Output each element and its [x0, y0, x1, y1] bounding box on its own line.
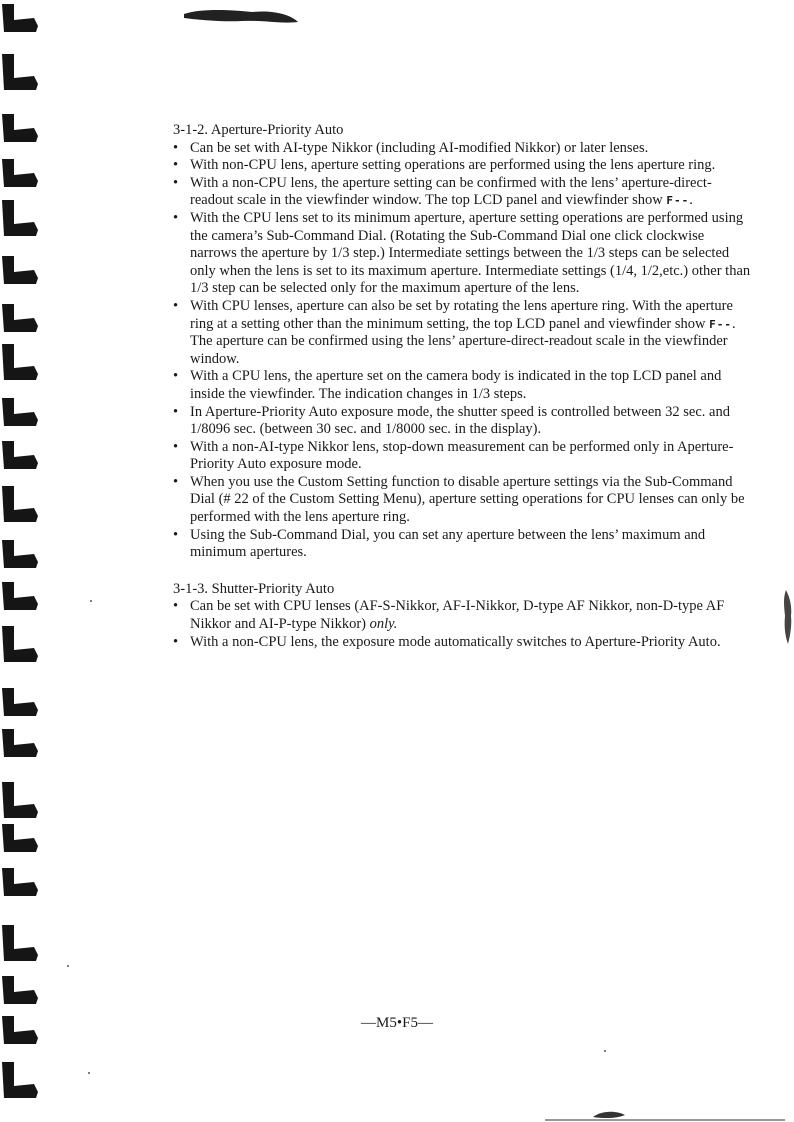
bullet-text: When you use the Custom Setting function to disable aperture settings via the Sub-Command Dial (# 22 of the Custom Setting Menu), aperture setting operations for CPU lenses can only be performed with the lens aperture ring.	[190, 473, 745, 526]
bullet-list	[173, 598, 753, 651]
bullet-text: . The aperture can be confirmed using the lens’ aperture-direct-readout scale in the viewfinder window.	[190, 315, 736, 367]
page-number-label: —M5•F5—	[361, 1015, 433, 1031]
binding-mark	[2, 582, 38, 610]
bullet-text: Can be set with AI-type Nikkor (including AI-modified Nikkor) or later lenses.	[190, 139, 649, 156]
scan-smudge-bottom	[545, 1105, 785, 1122]
bullet-text: With non-CPU lens, aperture setting operations are performed using the lens aperture ring.	[190, 157, 716, 174]
binding-mark	[2, 398, 38, 426]
binding-mark	[2, 4, 38, 32]
binding-mark	[2, 626, 38, 662]
binding-mark	[2, 200, 38, 236]
bullet-item	[173, 474, 753, 527]
lcd-indicator-text: F--	[709, 317, 732, 331]
bullet-item	[173, 140, 753, 158]
binding-mark	[2, 344, 38, 380]
binding-mark	[2, 868, 38, 896]
scan-speck	[88, 1072, 90, 1074]
binding-mark	[2, 486, 38, 522]
page-footer	[0, 1015, 794, 1032]
scan-smudge-top	[182, 6, 300, 26]
scan-speck	[67, 965, 69, 967]
section	[173, 581, 753, 651]
binding-mark	[2, 441, 38, 469]
binding-mark	[2, 304, 38, 332]
bullet-item	[173, 210, 753, 298]
bullet-item	[173, 175, 753, 210]
bullet-item	[173, 157, 753, 175]
binding-mark	[2, 688, 38, 716]
bullet-text: Using the Sub-Command Dial, you can set any aperture between the lens’ maximum and minimum apertures.	[190, 526, 706, 561]
bullet-text: With a non-CPU lens, the exposure mode automatically switches to Aperture-Priority Auto.	[190, 633, 721, 650]
binding-edge-marks	[0, 0, 48, 1122]
scan-speck	[90, 600, 92, 602]
section-title: 3-1-3. Shutter-Priority Auto	[173, 580, 335, 597]
bullet-text: In Aperture-Priority Auto exposure mode, the shutter speed is controlled between 32 sec. and 1/8096 sec. (between 30 sec. and 1/8000 sec. in the display).	[190, 403, 730, 438]
binding-mark	[2, 256, 38, 284]
bullet-text: With a non-AI-type Nikkor lens, stop-down measurement can be performed only in Aperture-Priority Auto exposure mode.	[190, 438, 734, 473]
section-title: 3-1-2. Aperture-Priority Auto	[173, 122, 344, 138]
bullet-text: Can be set with CPU lenses (AF-S-Nikkor, AF-I-Nikkor, D-type AF Nikkor, non-D-type AF Nikkor and AI-P-type Nikkor)	[190, 598, 725, 633]
binding-mark	[2, 1062, 38, 1098]
bullet-item	[173, 598, 753, 633]
binding-mark	[2, 824, 38, 852]
emphasis-text: only.	[369, 616, 398, 633]
bullet-item	[173, 404, 753, 439]
binding-mark	[2, 925, 38, 961]
bullet-text: With the CPU lens set to its minimum aperture, aperture setting operations are performed using the camera’s Sub-Command Dial. (Rotating the Sub-Command Dial one click clockwise narrows the aperture by 1/3 step.) Intermediate settings between the 1/3 steps can be selected only when the lens is set to its maximum aperture. Intermediate settings (1/4, 1/2,etc.) other than 1/3 step can be selected only for the maximum aperture of the lens.	[190, 209, 751, 297]
bullet-list	[173, 140, 753, 562]
binding-mark	[2, 729, 38, 757]
lcd-indicator-text: F--	[666, 194, 690, 208]
bullet-text: With a CPU lens, the aperture set on the camera body is indicated in the top LCD panel and inside the viewfinder. The indication changes in 1/3 steps.	[190, 368, 722, 402]
binding-mark	[2, 782, 38, 818]
bullet-item	[173, 298, 753, 368]
bullet-item	[173, 439, 753, 474]
scan-speck	[604, 1050, 606, 1052]
bullet-text: With a non-CPU lens, the aperture setting can be confirmed with the lens’ aperture-direct-readout scale in the viewfinder window. The top LCD panel and viewfinder show	[190, 174, 712, 209]
binding-mark	[2, 976, 38, 1004]
bullet-text: With CPU lenses, aperture can also be set by rotating the lens aperture ring. With the aperture ring at a setting other than the minimum setting, the top LCD panel and viewfinder show	[190, 297, 733, 332]
binding-mark	[2, 159, 38, 187]
binding-mark	[2, 540, 38, 568]
binding-mark	[2, 54, 38, 90]
bullet-item	[173, 527, 753, 562]
scan-smudge-right	[780, 586, 794, 646]
binding-mark	[2, 114, 38, 142]
section	[173, 122, 753, 562]
document-body	[173, 122, 753, 670]
bullet-item	[173, 368, 753, 403]
bullet-text: .	[689, 192, 693, 209]
bullet-item	[173, 634, 753, 652]
